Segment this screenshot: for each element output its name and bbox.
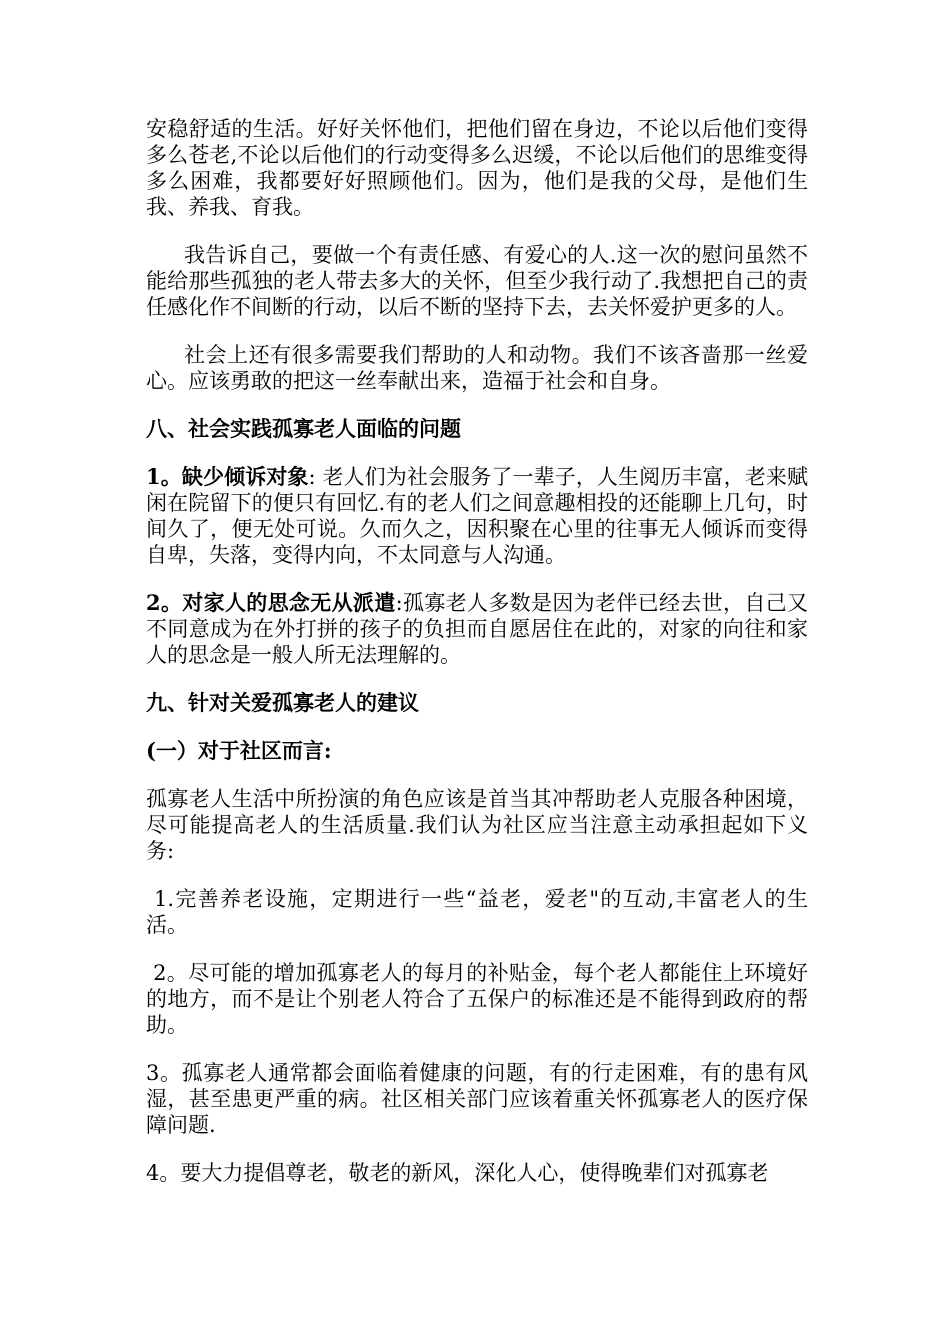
- section-heading-suggestions: 九、针对关爱孤寡老人的建议: [146, 690, 419, 715]
- paragraph-care-for-parents: 安稳舒适的生活。好好关怀他们，把他们留在身边，不论以后他们变得多么苍老,不论以后他们的行动变得多么迟缓，不论以后他们的思维变得多么困难，我都要好好照顾他们。因为，他们是我的父母，是他们生我、养我、育我。: [146, 117, 808, 219]
- section-heading-problems: 八、社会实践孤寡老人面临的问题: [146, 416, 461, 441]
- document-page: [146, 116, 808, 1208]
- suggestion-item-3: 3。孤寡老人通常都会面临着健康的问题，有的行走困难，有的患有风湿，甚至患更严重的病。社区相关部门应该着重关怀孤寡老人的医疗保障问题.: [146, 1061, 808, 1137]
- paragraph-responsibility: 我告诉自己，要做一个有责任感、有爱心的人.这一次的慰问虽然不能给那些孤独的老人带去多大的关怀，但至少我行动了.我想把自己的责任感化作不间断的行动，以后不断的坚持下去，去关怀爱护更多的人。: [146, 243, 808, 319]
- suggestion-item-2: 2。尽可能的增加孤寡老人的每月的补贴金，每个老人都能住上环境好的地方，而不是让个别老人符合了五保户的标准还是不能得到政府的帮助。: [146, 961, 808, 1037]
- problem-item-2-title: 2。对家人的思念无从派遣: [146, 590, 396, 615]
- problem-item-1-text: : 老人们为社会服务了一辈子，人生阅历丰富，老来赋闲在院留下的便只有回忆.有的老人们之间意趣相投的还能聊上几句，时间久了，便无处可说。久而久之，因积聚在心里的往事无人倾诉而变得自卑，失落，变得内向，不太同意与人沟通。: [146, 465, 808, 567]
- paragraph-society: 社会上还有很多需要我们帮助的人和动物。我们不该吝啬那一丝爱心。应该勇敢的把这一丝奉献出来，造福于社会和自身。: [146, 343, 808, 393]
- problem-item-2: [146, 590, 808, 668]
- subsection-heading-community: (一）对于社区而言:: [146, 738, 332, 763]
- problem-item-2-text: :孤寡老人多数是因为老伴已经去世，自己又不同意成为在外打拼的孩子的负担而自愿居住在此的，对家的向往和家人的思念是一般人所无法理解的。: [146, 591, 808, 667]
- problem-item-1: [146, 464, 808, 568]
- suggestion-item-4: 4。要大力提倡尊老，敬老的新风，深化人心，使得晚辈们对孤寡老: [146, 1161, 769, 1185]
- problem-item-1-title: 1。缺少倾诉对象: [146, 464, 309, 489]
- suggestion-item-1: 1.完善养老设施，定期进行一些“益老，爱老"的互动,丰富老人的生活。: [146, 887, 808, 937]
- community-intro: 孤寡老人生活中所扮演的角色应该是首当其冲帮助老人克服各种困境，尽可能提高老人的生活质量.我们认为社区应当注意主动承担起如下义务:: [146, 787, 808, 863]
